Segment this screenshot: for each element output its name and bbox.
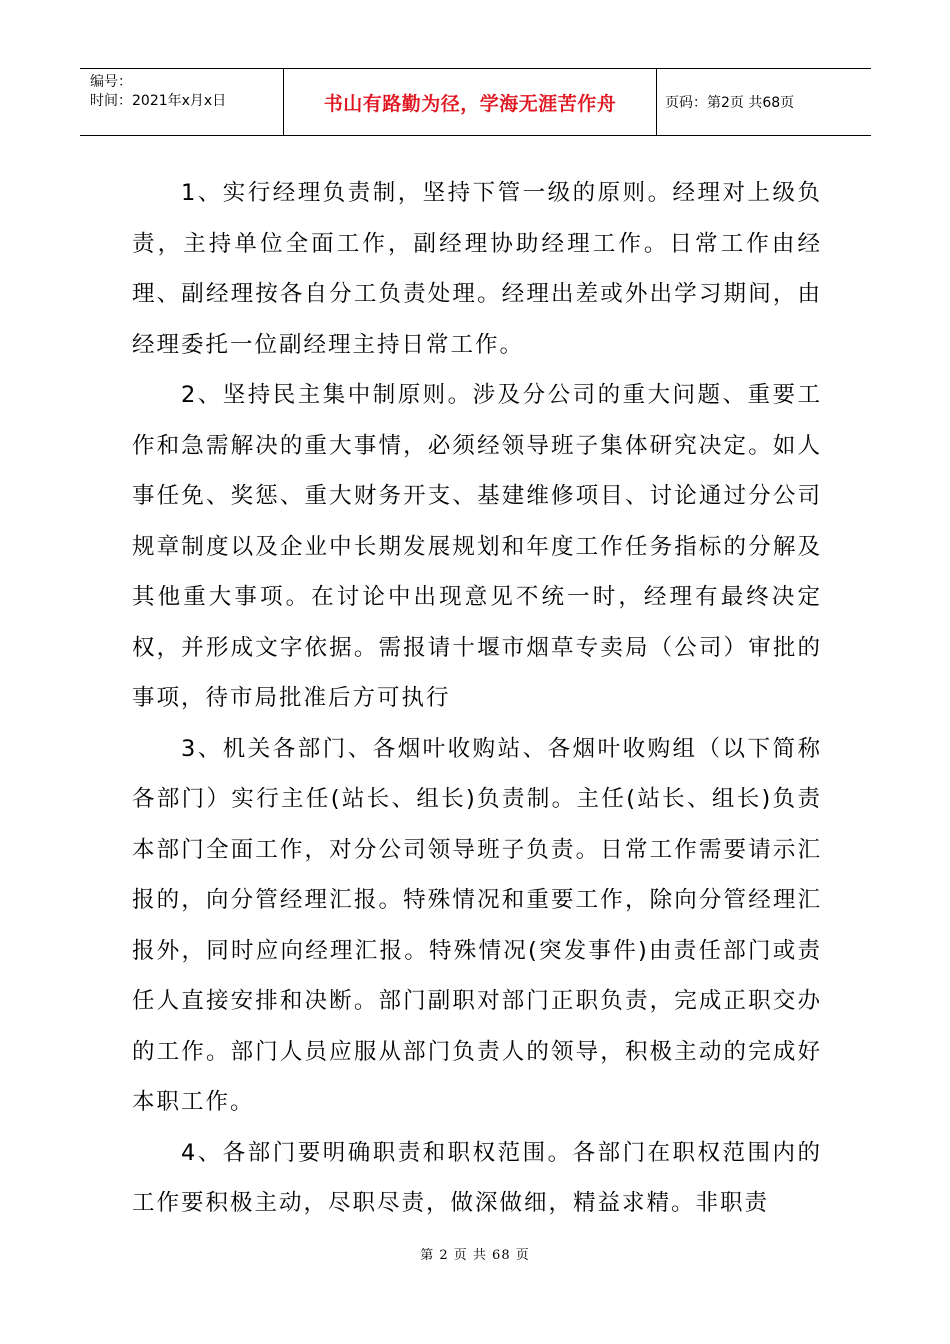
document-body (132, 168, 822, 1229)
time-label: 时间：2021年x月x日 (90, 93, 227, 109)
paragraph-1: 1、实行经理负责制，坚持下管一级的原则。经理对上级负责，主持单位全面工作，副经理协助经理工作。日常工作由经理、副经理按各自分工负责处理。经理出差或外出学习期间，由经理委托一位副经理主持日常工作。 (132, 180, 822, 358)
number-label: 编号： (90, 74, 132, 90)
paragraph-4: 4、各部门要明确职责和职权范围。各部门在职权范围内的工作要积极主动，尽职尽责，做深做细，精益求精。非职责 (132, 1139, 822, 1216)
header-meta (80, 69, 284, 135)
paragraph-3: 3、机关各部门、各烟叶收购站、各烟叶收购组（以下简称各部门）实行主任(站长、组长)负责制。主任(站长、组长)负责本部门全面工作，对分公司领导班子负责。日常工作需要请示汇报的，向分管经理汇报。特殊情况和重要工作，除向分管经理汇报外，同时应向经理汇报。特殊情况(突发事件)由责任部门或责任人直接安排和决断。部门副职对部门正职负责，完成正职交办的工作。部门人员应服从部门负责人的领导，积极主动的完成好本职工作。 (132, 735, 822, 1115)
page-footer: 第 2 页 共 68 页 (420, 1248, 530, 1263)
header-motto: 书山有路勤为径，学海无涯苦作舟 (284, 69, 657, 135)
document-header (80, 68, 871, 136)
header-page-code: 页码：第2页 共68页 (665, 95, 795, 111)
paragraph-2: 2、坚持民主集中制原则。涉及分公司的重大问题、重要工作和急需解决的重大事情，必须经领导班子集体研究决定。如人事任免、奖惩、重大财务开支、基建维修项目、讨论通过分公司规章制度以及企业中长期发展规划和年度工作任务指标的分解及其他重大事项。在讨论中出现意见不统一时，经理有最终决定权，并形成文字依据。需报请十堰市烟草专卖局（公司）审批的事项，待市局批准后方可执行 (132, 382, 822, 711)
